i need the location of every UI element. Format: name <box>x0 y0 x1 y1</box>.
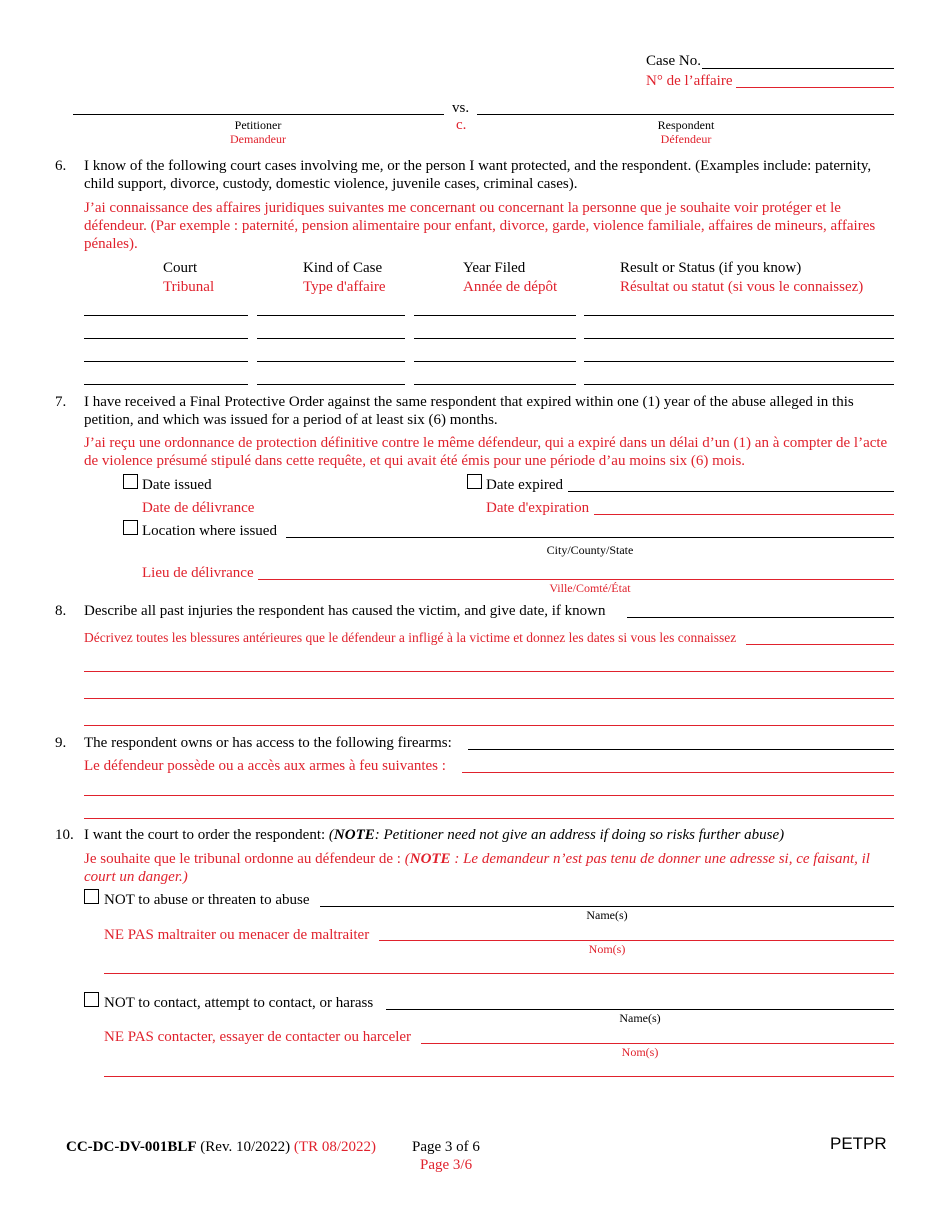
case-court-field[interactable] <box>84 338 248 339</box>
col-result: Result or Status (if you know) <box>620 260 802 276</box>
petitioner-field[interactable] <box>73 114 444 115</box>
section-7-text: I have received a Final Protective Order against the same respondent that expired within one (1) year of the abuse alleged in this petition, and which was issued for a period of at least six (6) months. <box>84 394 854 428</box>
case-kind-field[interactable] <box>257 338 405 339</box>
injuries-line[interactable] <box>84 725 894 726</box>
date-expired-field-fr <box>594 514 894 515</box>
injuries-field-fr <box>746 644 894 645</box>
no-contact-line[interactable] <box>104 1076 894 1077</box>
names-caption-fr: Nom(s) <box>621 1045 659 1059</box>
section-8-number: 8. <box>55 603 67 619</box>
date-issued-checkbox[interactable] <box>123 474 138 489</box>
section-7-text-fr: J’ai reçu une ordonnance de protection définitive contre le même défendeur, qui a expiré dans un délai d’un (1) an à compter de l’acte de violence présumé stipulé dans cette requête, et qui avait été émis pour une période d’au moins six (6) mois. <box>84 435 888 469</box>
date-issued-label-fr: Date de délivrance <box>142 500 255 516</box>
note-label-fr: NOTE <box>409 851 451 867</box>
names-caption: Name(s) <box>586 908 628 922</box>
col-court: Court <box>163 260 198 276</box>
city-caption-fr: Ville/Comté/État <box>549 581 631 595</box>
case-year-field[interactable] <box>414 361 576 362</box>
respondent-label-fr: Défendeur <box>660 132 712 146</box>
case-result-field[interactable] <box>584 315 894 316</box>
case-year-field[interactable] <box>414 384 576 385</box>
firearms-line[interactable] <box>84 818 894 819</box>
vs-label-fr: c. <box>456 117 467 133</box>
section-8-text: Describe all past injuries the respondent has caused the victim, and give date, if known <box>84 603 606 619</box>
respondent-label: Respondent <box>657 118 715 132</box>
case-court-field[interactable] <box>84 384 248 385</box>
date-expired-checkbox[interactable] <box>467 474 482 489</box>
no-contact-label-fr: NE PAS contacter, essayer de contacter ou harceler <box>104 1029 412 1045</box>
case-no-field-fr <box>736 87 894 88</box>
firearms-field[interactable] <box>468 749 894 750</box>
case-court-field[interactable] <box>84 315 248 316</box>
form-code: PETPR <box>830 1134 887 1153</box>
date-issued-label: Date issued <box>142 477 212 493</box>
petitioner-label: Petitioner <box>234 118 282 132</box>
date-expired-field[interactable] <box>568 491 894 492</box>
section-10-number: 10. <box>55 827 74 843</box>
section-9-text: The respondent owns or has access to the following firearms: <box>84 735 452 751</box>
section-9-number: 9. <box>55 735 67 751</box>
location-checkbox[interactable] <box>123 520 138 535</box>
location-label: Location where issued <box>142 523 277 539</box>
injuries-field[interactable] <box>627 617 894 618</box>
section-9-text-fr: Le défendeur possède ou a accès aux armes à feu suivantes : <box>84 758 446 774</box>
page-number-fr: Page 3/6 <box>420 1157 473 1173</box>
note-label: NOTE <box>333 827 375 843</box>
case-year-field[interactable] <box>414 315 576 316</box>
col-kind-fr: Type d'affaire <box>303 279 386 295</box>
location-label-fr: Lieu de délivrance <box>142 565 254 581</box>
injuries-line[interactable] <box>84 698 894 699</box>
location-field[interactable] <box>286 537 894 538</box>
date-expired-label-fr: Date d'expiration <box>486 500 590 516</box>
no-abuse-names-field[interactable] <box>320 906 894 907</box>
firearms-field-fr <box>462 772 894 773</box>
no-contact-names-field[interactable] <box>386 1009 894 1010</box>
col-court-fr: Tribunal <box>163 279 215 295</box>
section-6-text: I know of the following court cases involving me, or the person I want protected, and the respondent. (Examples include: paternity, child support, divorce, custody, domestic violence, juvenile cases, criminal cases). <box>84 158 872 192</box>
firearms-line[interactable] <box>84 795 894 796</box>
names-caption: Name(s) <box>619 1011 661 1025</box>
case-no-label: Case No. <box>646 53 701 69</box>
names-caption-fr: Nom(s) <box>588 942 626 956</box>
section-10-text-fr: Je souhaite que le tribunal ordonne au défendeur de : (NOTE : Le demandeur n’est pas tenu de donner une adresse si, ce faisant, il court un danger.) <box>84 851 870 885</box>
col-kind: Kind of Case <box>303 260 383 276</box>
no-abuse-line[interactable] <box>104 973 894 974</box>
case-year-field[interactable] <box>414 338 576 339</box>
injuries-line[interactable] <box>84 671 894 672</box>
col-year: Year Filed <box>463 260 526 276</box>
no-abuse-label: NOT to abuse or threaten to abuse <box>104 892 310 908</box>
col-result-fr: Résultat ou statut (si vous le connaissez) <box>620 279 864 295</box>
form-footer-id: CC-DC-DV-001BLF (Rev. 10/2022) (TR 08/2022) <box>66 1139 376 1155</box>
no-abuse-checkbox[interactable] <box>84 889 99 904</box>
section-6-text-fr: J’ai connaissance des affaires juridiques suivantes me concernant ou concernant la personne que je souhaite voir protéger et le défendeur. (Par exemple : paternité, pension alimentaire pour enfant, divorce, garde, violence familiale, affaires de mineurs, affaires pénales). <box>84 200 876 252</box>
location-field-fr <box>258 579 894 580</box>
date-expired-label: Date expired <box>486 477 564 493</box>
no-abuse-names-field-fr <box>379 940 894 941</box>
no-contact-checkbox[interactable] <box>84 992 99 1007</box>
case-kind-field[interactable] <box>257 384 405 385</box>
respondent-field[interactable] <box>477 114 894 115</box>
petitioner-label-fr: Demandeur <box>230 132 286 146</box>
case-no-field[interactable] <box>702 68 894 69</box>
case-kind-field[interactable] <box>257 361 405 362</box>
page-number: Page 3 of 6 <box>412 1139 480 1155</box>
case-kind-field[interactable] <box>257 315 405 316</box>
section-7-number: 7. <box>55 394 67 410</box>
section-6-number: 6. <box>55 158 67 174</box>
no-contact-label: NOT to contact, attempt to contact, or harass <box>104 995 374 1011</box>
case-result-field[interactable] <box>584 338 894 339</box>
col-year-fr: Année de dépôt <box>463 279 558 295</box>
case-result-field[interactable] <box>584 384 894 385</box>
vs-label: vs. <box>452 100 470 116</box>
no-abuse-label-fr: NE PAS maltraiter ou menacer de maltraiter <box>104 927 370 943</box>
case-no-label-fr: N° de l’affaire <box>646 73 733 89</box>
case-result-field[interactable] <box>584 361 894 362</box>
case-court-field[interactable] <box>84 361 248 362</box>
section-8-text-fr: Décrivez toutes les blessures antérieures que le défendeur a infligé à la victime et donnez les dates si vous les connaissez <box>84 630 737 645</box>
no-contact-names-field-fr <box>421 1043 894 1044</box>
section-10-text: I want the court to order the respondent: (NOTE: Petitioner need not give an address if doing so risks further abuse) <box>84 827 785 843</box>
city-caption: City/County/State <box>546 543 634 557</box>
